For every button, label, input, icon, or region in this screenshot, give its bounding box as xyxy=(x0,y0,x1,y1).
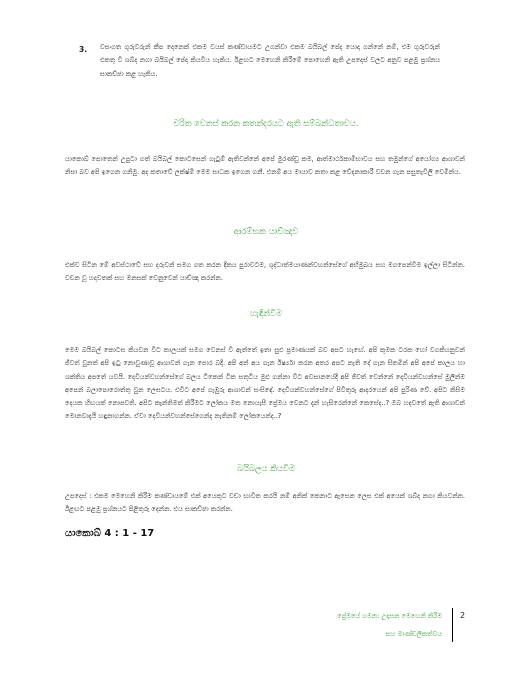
section-heading-opening-prayer: ආරම්භක යාච්ඤාව xyxy=(233,226,299,236)
section-heading-introduction: හැඳින්වීම xyxy=(249,308,283,318)
paragraph-connection: යාකොබ් පොතෙන් උපුටා ගත් බයිබල් කොටසෙන් ගැටුම් ඇතිවන්නේ අපේ මුරණ්ඩු කම, ආත්මාර්ථකාමීභාවය සහ තමුන්ගේ අයෝග්‍ය ආශාවන් නිසා බව අපි ඉගෙන ගනිමු. අද කතාවේ ලක්ෂ්මී මෙම සාධක ඉගෙන ගනී. එනම් අය මායාව කතා කළ වේදනාකාරී වචන ගැන පසුතැවිලි වෙමින්ය. xyxy=(65,155,465,177)
section-heading-connection: චරිත වෙනස් කරන කතන්දරයට ඇති සම්බන්ධතාවය. xyxy=(173,118,359,128)
page-number: 2 xyxy=(460,611,466,620)
footer-title: ප්‍රේමයේ ගමන: උදෑසන මෙහෙනි කිරීම xyxy=(337,612,442,620)
footer-divider xyxy=(452,608,453,642)
scripture-reference: යාකොබ් 4 : 1 - 17 xyxy=(65,528,155,539)
paragraph-opening-prayer: එක්ව සිටින මේ අවස්ථාවේ සහ දරුවන් සමග ගත කරන දිනය පුරාවටම, ශුද්ධාත්මයාණන්වහන්සේගේ අභිමුඛය සහ මගපෙන්වීම ඉල්ලා සිටින්න. වචන වූ හදවතක් සහ මනසක් වෙනුවෙන් යාච්ඤා කරන්න. xyxy=(65,261,465,283)
paragraph-bible-reading: උපදෙස් : එකම මෙහෙනි කිරීම කණ්ඩායමේ එක් අයෙකුට වඩා භාවිත කරයි නම් අනික් කෙනාට ඇසෙන ලෙස එක් අයෙක් ශබ්ද නගා කියවන්න. ඊළඟට පළමු ප්‍රශ්නයට පිළිතුරු දෙන්න. එය සාකච්ඡා කරන්න. xyxy=(65,492,465,514)
list-item-text: වසංගත ගුරුවරුන් කීප දෙනෙක් එකම වයස් කණ්ඩායමට උගන්වා එකම බයිබල් පේද යොදා ගන්නේ නම්, එම ගුරුවරුන් එකතු වී ශබ්ද නගා බයිබල් පේද කියවිය හැකිය. ඊළඟට මෙහෙනි කිරීමේ පොහෙනි ඇති උපදෙස් වලට අනුව පළමු ප්‍රශ්නය සාකච්ඡා කළ හැකිය. xyxy=(100,43,440,78)
footer-subtitle: සහ මාණ්ඩලිකත්වය xyxy=(385,630,442,638)
paragraph-introduction: මෙම බයිබල් කොටස කියවන විට කාලයක් සමග වෙනස් වී ඇත්තේ ඉතා සුළු ප්‍රමාණයක් බව අපට හැඟේ. අපි කුමක ටරක හෝ වගකියනුවන් ජීවත් වුනත් අපි ඉටු නොවුණාවූ ආශාවන් ගැන පොර බදී. අපි අන් අය ගැන ඊර්ෂ්‍යා කරන අතර අපට නැති දේ ගැන සිතමින් අපි අපේ කාලය හා ශක්තිය අපතේ යවයි. දෙවියන්වහන්සේගේ බලය ටිකෙන් ටික සතුටිය මුළු ගන්නා විට අවසානයේදී අපි ජීවත් වෙන්නේ දෙවියන්වහන්සේ මුලින්ම අපෙන් බලාපොරොත්තු වුන ලෙසටය. එවිට අපේ ගැඹුරු ආශාවන් සංසිඳේ. දෙවියන්වහන්සේගේ පිවිතුරු ආදරයෙන් අපි පුරිණ වේ. අපිට කිසිම දෙයක හිඟයක් නොපවති. අපිට කෑන්තිමත් කිරීමට ලෝකය මත නොයැසී ප්‍රේමය වෙනට දැන් හැසිරෙන්නේ කෙසේද..? ඔබ හදවතේ ඇති ආශාවන් මොනවාදැයි හඳුනාගන්න. ඒවා දෙවියන්වහන්සේගෙන්ද නැතිනම් ලෝකයෙන්ද..? xyxy=(65,346,465,421)
list-item-number: 3. xyxy=(79,45,88,54)
section-heading-bible-reading: බයිබලය කියවීම xyxy=(237,463,295,473)
